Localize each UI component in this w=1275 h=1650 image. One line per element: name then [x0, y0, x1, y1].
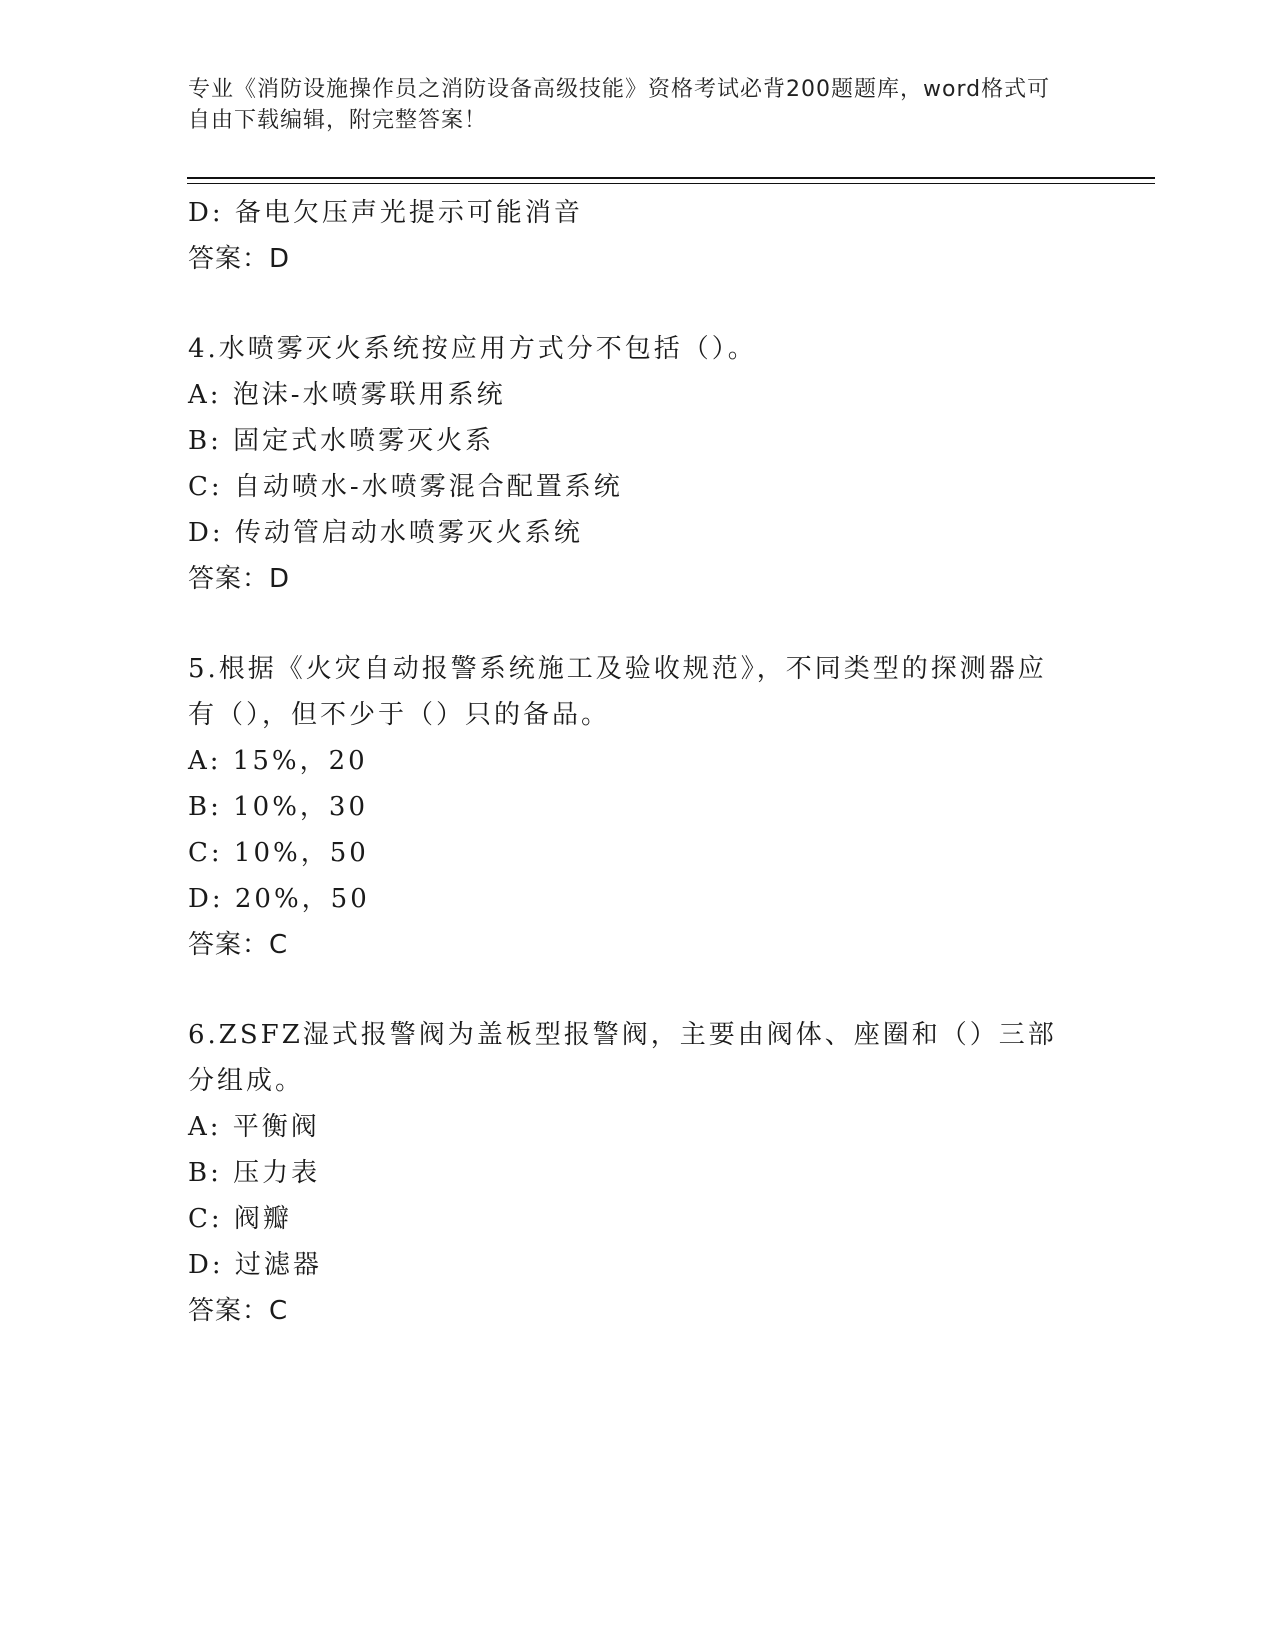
answer-line: 答案：C: [188, 930, 289, 960]
option-d: D: 备电欠压声光提示可能消音: [188, 198, 583, 228]
option-d: D: 20%，50: [188, 884, 370, 914]
question-5: [188, 646, 1068, 968]
answer-line: 答案：D: [188, 564, 291, 594]
option-b: B: 10%，30: [188, 792, 369, 822]
header-divider-thin: [187, 183, 1155, 184]
question-stem: 5.根据《火灾自动报警系统施工及验收规范》，不同类型的探测器应有（），但不少于（）只的备品。: [188, 654, 1047, 730]
question-stem: 6.ZSFZ湿式报警阀为盖板型报警阀，主要由阀体、座圈和（）三部分组成。: [188, 1020, 1057, 1096]
option-c: C: 自动喷水-水喷雾混合配置系统: [188, 472, 623, 502]
answer-line: 答案：D: [188, 244, 291, 274]
option-a: A: 平衡阀: [188, 1112, 320, 1142]
previous-question-tail: [188, 190, 1068, 282]
option-a: A: 泡沫-水喷雾联用系统: [188, 380, 506, 410]
option-a: A: 15%，20: [188, 746, 368, 776]
option-b: B: 压力表: [188, 1158, 321, 1188]
question-content: [188, 190, 1068, 1334]
option-d: D: 传动管启动水喷雾灭火系统: [188, 518, 583, 548]
option-c: C: 阀瓣: [188, 1204, 292, 1234]
question-6: [188, 1012, 1068, 1334]
question-4: [188, 326, 1068, 602]
answer-line: 答案：C: [188, 1296, 289, 1326]
option-c: C: 10%，50: [188, 838, 369, 868]
question-stem: 4.水喷雾灭火系统按应用方式分不包括（）。: [188, 334, 757, 364]
header-divider-thick: [187, 177, 1155, 179]
option-d: D: 过滤器: [188, 1250, 322, 1280]
option-b: B: 固定式水喷雾灭火系: [188, 426, 495, 456]
document-header: 专业《消防设施操作员之消防设备高级技能》资格考试必背200题题库，word格式可自由下载编辑，附完整答案！: [188, 77, 1051, 133]
